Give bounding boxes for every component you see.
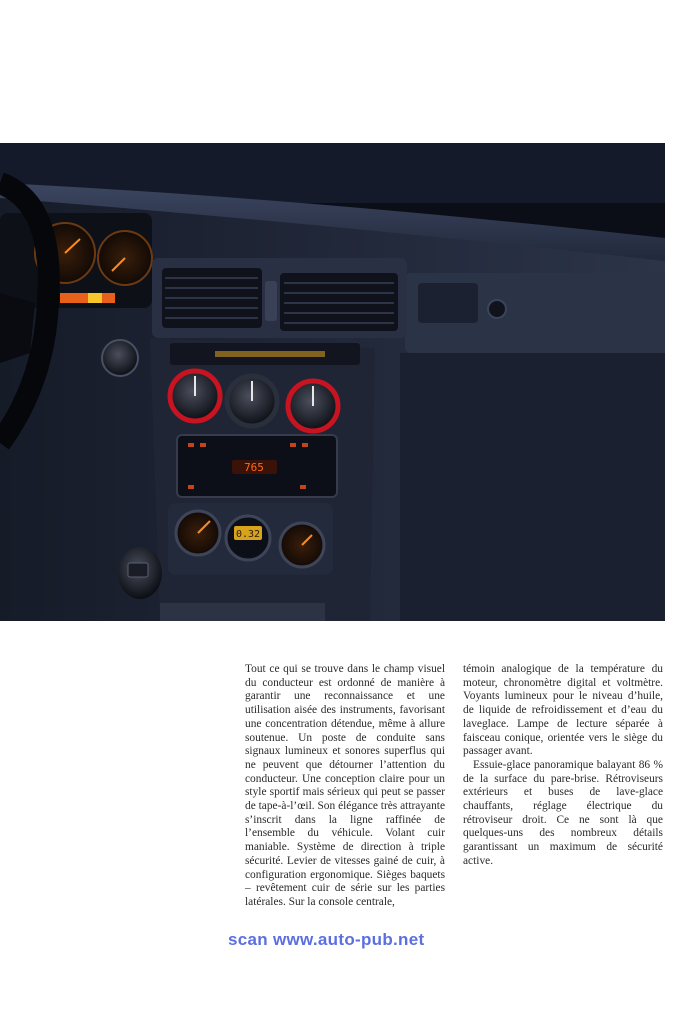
chrono-display: 0.32 — [235, 529, 261, 540]
paragraph: témoin analogique de la température du moteur, chronomètre digital et voltmètre. Voyants lumineux pour le niveau d’huile, de liquide de refroidissement et d’eau du laveglace. Lampe de lecture séparée à faisceau conique, orientée vers le siège du passager avant. — [463, 663, 663, 758]
text-column-left — [245, 663, 445, 910]
text-column-right — [463, 663, 663, 869]
paragraph: Essuie-glace panoramique balayant 86 % de la surface du pare-brise. Rétroviseurs extérieurs et buses de lave-glace chauffants, réglage électrique du rétroviseur droit. Ce ne sont là que quelques-uns des nombreux détails garantissant un maximum de sécurité active. — [463, 758, 663, 867]
dashboard-photo — [0, 143, 665, 621]
radio-display: 765 — [244, 461, 264, 474]
paragraph: Tout ce qui se trouve dans le champ visuel du conducteur est ordonné de manière à garantir une reconnaissance et une utilisation aisée des instruments, favorisant une concentration détendue, même à allure soutenue. Un poste de conduite sans signaux lumineux et sonores superflus qui ne peuvent que détourner l’attention du conducteur. Une conception claire pour un style sportif mais sérieux qui peut se passer de tape-à-l’œil. Son élégance très attrayante s’inscrit dans la ligne raffinée de l’ensemble du véhicule. Volant cuir maniable. Système de direction à triple sécurité. Levier de vitesses gainé de cuir, à configuration ergonomique. Sièges baquets – revêtement cuir de série sur les parties latérales. Sur la console centrale, — [245, 663, 445, 908]
watermark: scan www.auto-pub.net — [228, 930, 425, 949]
